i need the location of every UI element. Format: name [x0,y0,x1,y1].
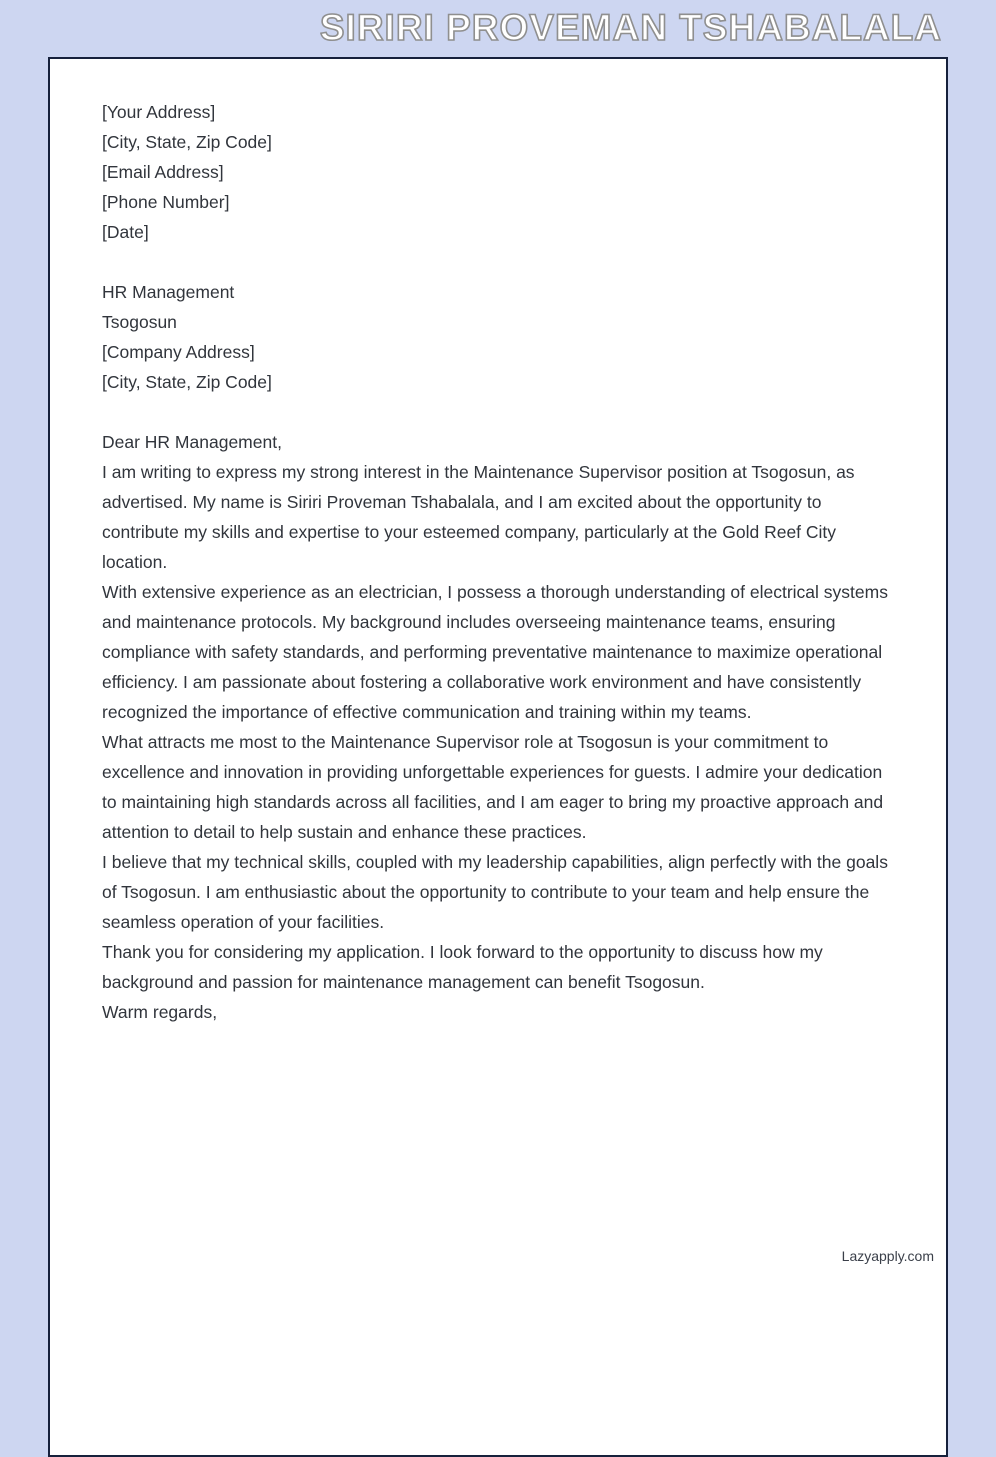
letter-paragraph: I am writing to express my strong interest in the Maintenance Supervisor position at Tsogosun, as advertised. My name is Siriri Proveman Tshabalala, and I am excited about the opportunity to contribute my skills and expertise to your esteemed company, particularly at the Gold Reef City location. [102,462,855,572]
letter-paragraph: With extensive experience as an electrician, I possess a thorough understanding of electrical systems and maintenance protocols. My background includes overseeing maintenance teams, ensuring compliance with safety standards, and performing preventative maintenance to maximize operational efficiency. I am passionate about fostering a collaborative work environment and have consistently recognized the importance of effective communication and training within my teams. [102,582,888,722]
recipient-address-block [102,277,892,397]
recipient-address-line: Tsogosun [102,312,177,332]
sender-address-line: [Email Address] [102,162,224,182]
sender-address-block [102,97,892,247]
letter-paragraph: I believe that my technical skills, coupled with my leadership capabilities, align perfectly with the goals of Tsogosun. I am enthusiastic about the opportunity to contribute to your team and help ensure the seamless operation of your facilities. [102,852,888,932]
letter-paragraph: What attracts me most to the Maintenance Supervisor role at Tsogosun is your commitment to excellence and innovation in providing unforgettable experiences for guests. I admire your dedication to maintaining high standards across all facilities, and I am eager to bring my proactive approach and attention to detail to help sustain and enhance these practices. [102,732,884,842]
letter-paragraph: Thank you for considering my application. I look forward to the opportunity to discuss how my background and passion for maintenance management can benefit Tsogosun. [102,942,823,992]
closing-line: Warm regards, [102,1002,218,1022]
recipient-address-line: [City, State, Zip Code] [102,372,272,392]
sender-address-line: [City, State, Zip Code] [102,132,272,152]
letter-content [50,59,946,1027]
recipient-address-line: [Company Address] [102,342,255,362]
sender-address-line: [Phone Number] [102,192,230,212]
recipient-address-line: HR Management [102,282,235,302]
letter-page [48,57,948,1457]
lazyapply-watermark: Lazyapply.com [841,1248,934,1264]
salutation: Dear HR Management, [102,432,282,452]
candidate-name-heading: SIRIRI PROVEMAN TSHABALALA [319,7,942,48]
sender-address-line: [Your Address] [102,102,216,122]
sender-address-line: [Date] [102,222,149,242]
